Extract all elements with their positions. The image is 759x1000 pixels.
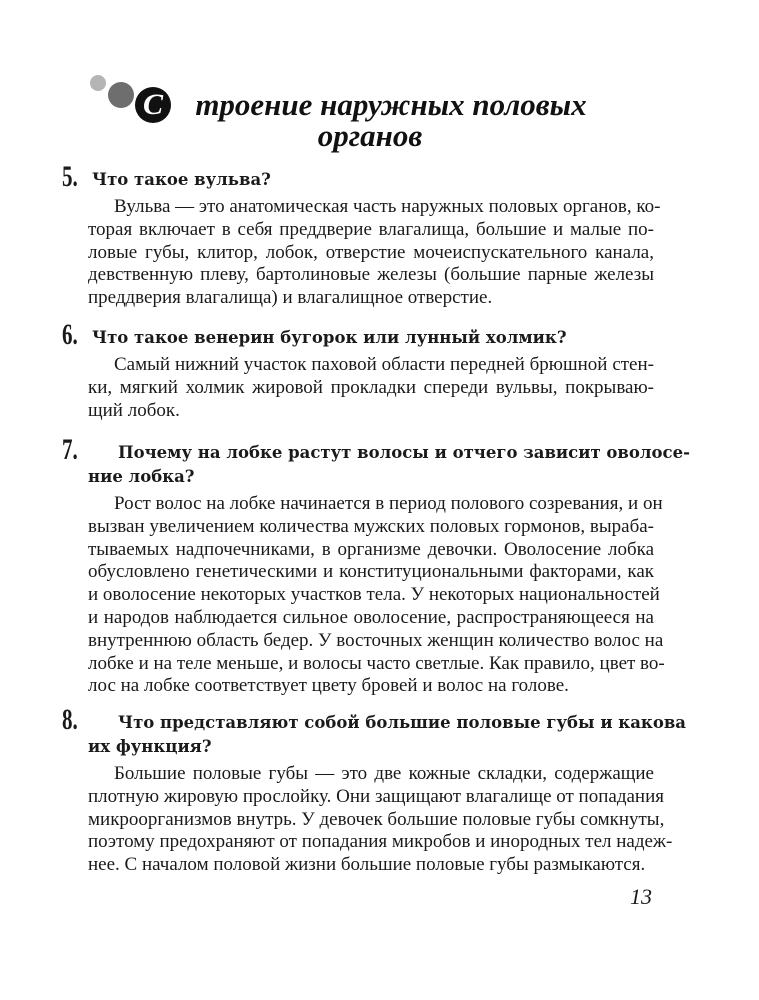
text-line: тываемых надпочечниками, в организме девочки. Оволосение лобка [88,538,654,560]
text-line: Что представляют собой большие половые губы и какова [118,713,686,732]
answer-paragraph [88,493,665,698]
text-line: ние лобка? [88,467,195,486]
text-line: Самый нижний участок паховой области передней брюшной стен- [114,354,654,375]
page-title [130,89,610,151]
question-number: 5. [62,160,78,193]
text-line: Почему на лобке растут волосы и отчего зависит оволосе- [118,443,690,462]
section-8 [62,703,686,877]
text-line: внутреннюю область бедер. У восточных женщин количество волос на [88,629,664,651]
text-line: Рост волос на лобке начинается в период полового созревания, и он [114,493,663,514]
section-5 [62,160,661,310]
text-line: их функция? [88,737,212,756]
text-line: нее. С началом половой жизни большие половые губы размыкаются. [88,854,646,876]
text-line: плотную жировую прослойку. Они защищают влагалище от попадания [88,785,665,807]
question-heading [92,168,654,192]
section-6 [62,318,654,422]
text-line: микроорганизмов внутрь. У девочек большие половые губы сомкнуты, [88,808,665,830]
text-line: щий лобок. [88,399,180,421]
text-line: Что такое венерин бугорок или лунный холмик? [92,328,567,347]
text-line: Вульва — это анатомическая часть наружных половых органов, ко- [114,196,661,217]
question-number: 6. [62,318,78,351]
text-line: и оволосение некоторых участков тела. У некоторых национальностей [88,584,660,606]
text-line: Что такое вульва? [92,170,271,189]
answer-paragraph [88,196,661,310]
title-line-1: троение наружных половых [195,87,587,122]
text-line: преддверия влагалища) и влагалищное отверстие. [88,287,493,309]
text-line: лобке и на теле меньше, и волосы часто светлые. Как правило, цвет во- [88,652,665,674]
text-line: и народов наблюдается сильное оволосение, распространяющееся на [88,606,654,628]
decorative-dot-light [90,75,106,91]
text-line: ки, мягкий холмик жировой прокладки спереди вульвы, покрываю- [88,376,654,398]
text-line: торая включает в себя преддверие влагалища, большие и малые по- [88,218,654,240]
text-line: Большие половые губы — это две кожные складки, содержащие [114,763,654,784]
text-line: ловые губы, клитор, лобок, отверстие мочеиспускательного канала, [88,241,654,263]
text-line: лос на лобке соответствует цвету бровей и волос на голове. [88,675,569,697]
text-line: обусловлено генетическими и конституциональными факторами, как [88,561,654,583]
title-line-2: органов [317,118,423,153]
question-heading [88,711,686,759]
question-number: 7. [62,433,78,466]
text-line: поэтому предохраняют от попадания микробов и инородных тел надеж- [88,831,673,853]
question-number: 8. [62,703,78,736]
answer-paragraph [88,763,673,877]
question-heading [92,326,654,350]
title-drop-cap: С [135,87,171,123]
answer-paragraph [88,354,654,422]
text-line: вызван увеличением количества мужских половых гормонов, выраба- [88,515,654,537]
page-number: 13 [630,884,652,909]
section-7 [62,433,690,698]
text-line: девственную плеву, бартолиновые железы (большие парные железы [88,264,654,286]
question-heading [88,441,690,489]
